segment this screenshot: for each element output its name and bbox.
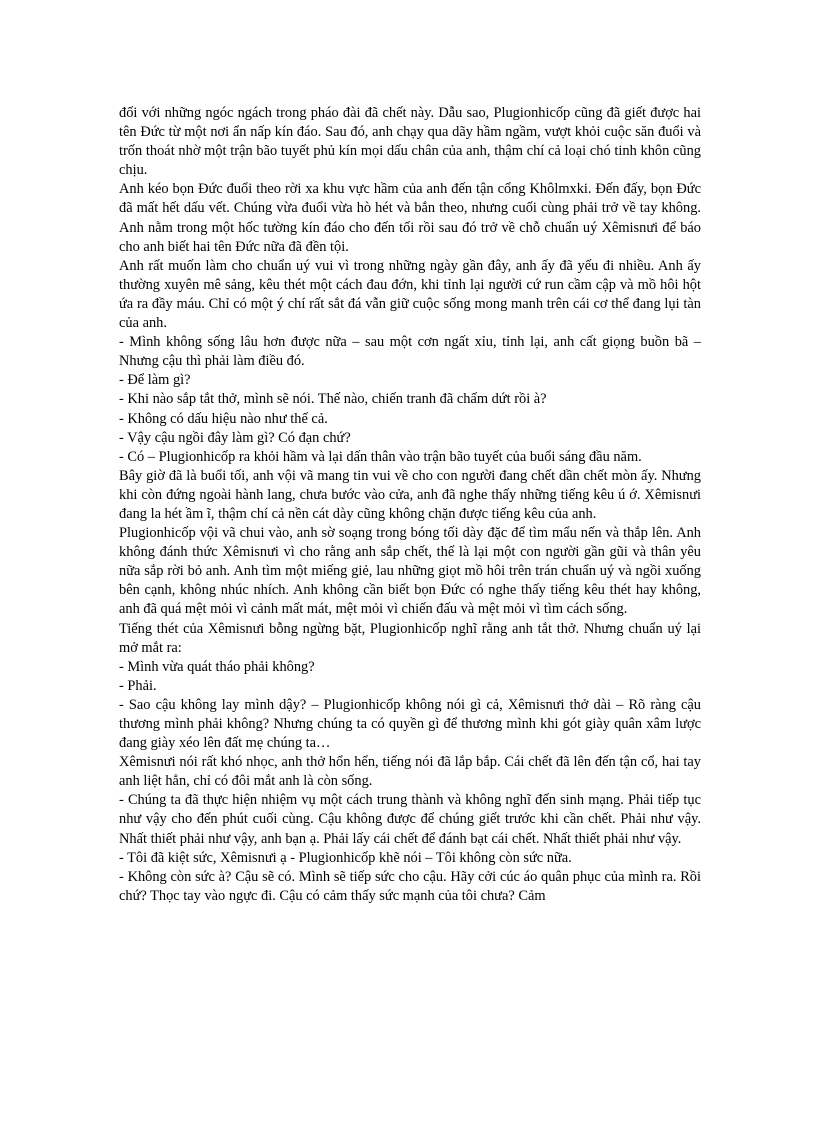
- paragraph: - Có – Plugionhicốp ra khỏi hầm và lại dấn thân vào trận bão tuyết của buổi sáng đầu năm.: [119, 448, 642, 465]
- paragraph: - Phải.: [119, 677, 157, 694]
- paragraph: đối với những ngóc ngách trong pháo đài đã chết này. Dẫu sao, Plugionhicốp cũng đã giết được hai tên Đức từ một nơi ẩn nấp kín đáo. Sau đó, anh chạy qua dãy hầm ngầm, vượt khỏi cuộc săn đuổi và trốn thoát nhờ một trận bão tuyết phủ kín mọi dấu chân của anh, thậm chí cả loại chó tinh khôn cũng chịu.: [119, 105, 701, 179]
- paragraph: Anh rất muốn làm cho chuẩn uý vui vì trong những ngày gần đây, anh ấy đã yếu đi nhiều. Anh ấy thường xuyên mê sảng, kêu thét một cách đau đớn, khi tỉnh lại người cứ run cầm cập và mồ hôi hột ứa ra đầy máu. Chỉ có một ý chí rất sắt đá vẫn giữ cuộc sống mong manh trên cái cơ thể đang lụi tàn của anh.: [119, 257, 701, 332]
- paragraph: - Không có dấu hiệu nào như thế cả.: [119, 410, 328, 427]
- paragraph: Bây giờ đã là buổi tối, anh vội vã mang tin vui về cho con người đang chết dần chết mòn ấy. Nhưng khi còn đứng ngoài hành lang, chưa bước vào cửa, anh đã nghe thấy những tiếng kêu ú ớ. Xêmisnưi đang la hét ầm ĩ, thậm chí cả nền cát dày cũng không chặn được tiếng kêu của anh.: [119, 467, 701, 522]
- paragraph: - Mình vừa quát tháo phải không?: [119, 658, 315, 675]
- paragraph: Anh kéo bọn Đức đuổi theo rời xa khu vực hầm của anh đến tận cổng Khôlmxki. Đến đấy, bọn Đức đã mất hết dấu vết. Chúng vừa đuổi vừa hò hét và bắn theo, nhưng cuối cùng phải trở về tay không. Anh nằm trong một hốc tường kín đáo cho đến tối rồi sau đó trở về chỗ chuẩn uý Xêmisnưi để báo cho anh biết hai tên Đức nữa đã đền tội.: [119, 181, 701, 255]
- paragraph: - Mình không sống lâu hơn được nữa – sau một cơn ngất xỉu, tỉnh lại, anh cất giọng buồn bã – Nhưng cậu thì phải làm điều đó.: [119, 334, 701, 370]
- paragraph: - Tôi đã kiệt sức, Xêmisnưi ạ - Plugionhicốp khẽ nói – Tôi không còn sức nữa.: [119, 849, 572, 866]
- paragraph: Plugionhicốp vội vã chui vào, anh sờ soạng trong bóng tối dày đặc để tìm mẩu nến và thắp lên. Anh không đánh thức Xêmisnưi vì cho rằng anh sắp chết, thế là lại một con người gần gũi và thân yêu nữa sắp rời bỏ anh. Anh tìm một miếng giẻ, lau những giọt mồ hôi trên trán chuẩn uý và ngồi xuống bên cạnh, không nhúc nhích. Anh không cần biết bọn Đức có nghe thấy tiếng kêu thét hay không, anh đã quá mệt mỏi vì cảnh mất mát, mệt mỏi vì chiến đấu và mệt mỏi vì tìm cách sống.: [119, 525, 701, 618]
- paragraph: - Chúng ta đã thực hiện nhiệm vụ một cách trung thành và không nghĩ đến sinh mạng. Phải tiếp tục như vậy cho đến phút cuối cùng. Cậu không được để chúng giết trước khi cần chết. Phải như vậy. Nhất thiết phải như vậy, anh bạn ạ. Phải lấy cái chết để đánh bạt cái chết. Nhất thiết phải như vậy.: [119, 792, 701, 847]
- paragraph: - Không còn sức à? Cậu sẽ có. Mình sẽ tiếp sức cho cậu. Hãy cởi cúc áo quân phục của mình ra. Rồi chứ? Thọc tay vào ngực đi. Cậu có cảm thấy sức mạnh của tôi chưa? Cảm: [119, 868, 701, 904]
- paragraph: - Khi nào sắp tắt thở, mình sẽ nói. Thế nào, chiến tranh đã chấm dứt rồi à?: [119, 391, 547, 408]
- paragraph: Xêmisnưi nói rất khó nhọc, anh thở hổn hển, tiếng nói đã lắp bắp. Cái chết đã lên đến tận cổ, hai tay anh liệt hẳn, chỉ có đôi mắt anh là còn sống.: [119, 754, 701, 790]
- paragraph: - Để làm gì?: [119, 372, 191, 389]
- paragraph: - Vậy cậu ngồi đây làm gì? Có đạn chứ?: [119, 429, 351, 446]
- paragraph: Tiếng thét của Xêmisnưi bỗng ngừng bặt, Plugionhicốp nghĩ rằng anh tắt thở. Nhưng chuẩn uý lại mở mắt ra:: [119, 620, 701, 656]
- paragraph: - Sao cậu không lay mình dậy? – Plugionhicốp không nói gì cả, Xêmisnưi thở dài – Rõ ràng cậu thương mình phải không? Nhưng chúng ta có quyền gì để thương mình khi gót giày quân xâm lược đang giày xéo lên đất mẹ chúng ta…: [119, 696, 701, 752]
- body-text: [119, 104, 701, 906]
